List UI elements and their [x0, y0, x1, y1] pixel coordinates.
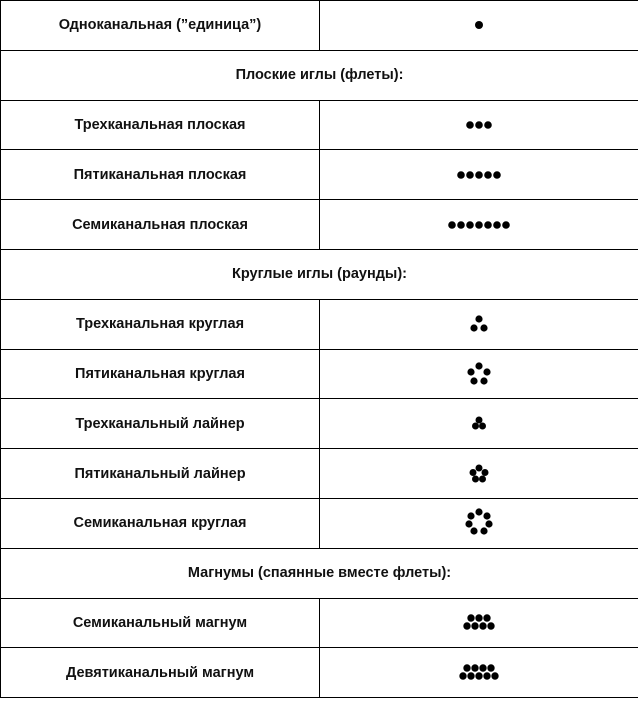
section-header: Круглые иглы (раунды): [1, 249, 638, 299]
round-3-dots-icon [439, 309, 519, 339]
round-7-dots-icon [439, 506, 519, 540]
needle-name: Семиканальная круглая [1, 498, 320, 548]
section-header: Магнумы (спаянные вместе флеты): [1, 548, 638, 598]
needle-pattern-cell [320, 449, 638, 499]
table-row [1, 399, 638, 449]
table-row [1, 200, 638, 250]
needle-pattern-cell [320, 1, 638, 51]
flat-5-dots-icon [439, 160, 519, 190]
needle-pattern-cell [320, 299, 638, 349]
needle-name: Пятиканальная плоская [1, 150, 320, 200]
needle-name: Пятиканальная круглая [1, 349, 320, 399]
needle-name: Трехканальная круглая [1, 299, 320, 349]
magnum-9-dots-icon [439, 658, 519, 688]
needle-name: Семиканальная плоская [1, 200, 320, 250]
flat-3-dots-icon [439, 110, 519, 140]
needle-name: Пятиканальный лайнер [1, 449, 320, 499]
needle-name: Семиканальный магнум [1, 598, 320, 648]
section-header: Плоские иглы (флеты): [1, 50, 638, 100]
needle-pattern-cell [320, 200, 638, 250]
table-row [1, 1, 638, 51]
table-row [1, 100, 638, 150]
round-5-dots-icon [439, 359, 519, 389]
table-row [1, 299, 638, 349]
needle-pattern-cell [320, 150, 638, 200]
liner-5-dots-icon [439, 459, 519, 489]
needle-name: Девятиканальный магнум [1, 648, 320, 698]
table-row [1, 498, 638, 548]
needle-name: Трехканальный лайнер [1, 399, 320, 449]
needle-pattern-cell [320, 399, 638, 449]
liner-3-dots-icon [439, 409, 519, 439]
magnum-7-dots-icon [439, 608, 519, 638]
table-row [1, 150, 638, 200]
section-header-row [1, 548, 638, 598]
single-needle-dots-icon [439, 10, 519, 40]
table-row [1, 449, 638, 499]
needle-name: Трехканальная плоская [1, 100, 320, 150]
table-row [1, 598, 638, 648]
table-row [1, 648, 638, 698]
needle-name: Одноканальная (”единица”) [1, 1, 320, 51]
section-header-row [1, 50, 638, 100]
needle-pattern-cell [320, 498, 638, 548]
needle-pattern-cell [320, 648, 638, 698]
needle-pattern-cell [320, 598, 638, 648]
flat-7-dots-icon [434, 210, 524, 240]
section-header-row [1, 249, 638, 299]
table-row [1, 349, 638, 399]
needle-pattern-cell [320, 100, 638, 150]
needle-pattern-cell [320, 349, 638, 399]
